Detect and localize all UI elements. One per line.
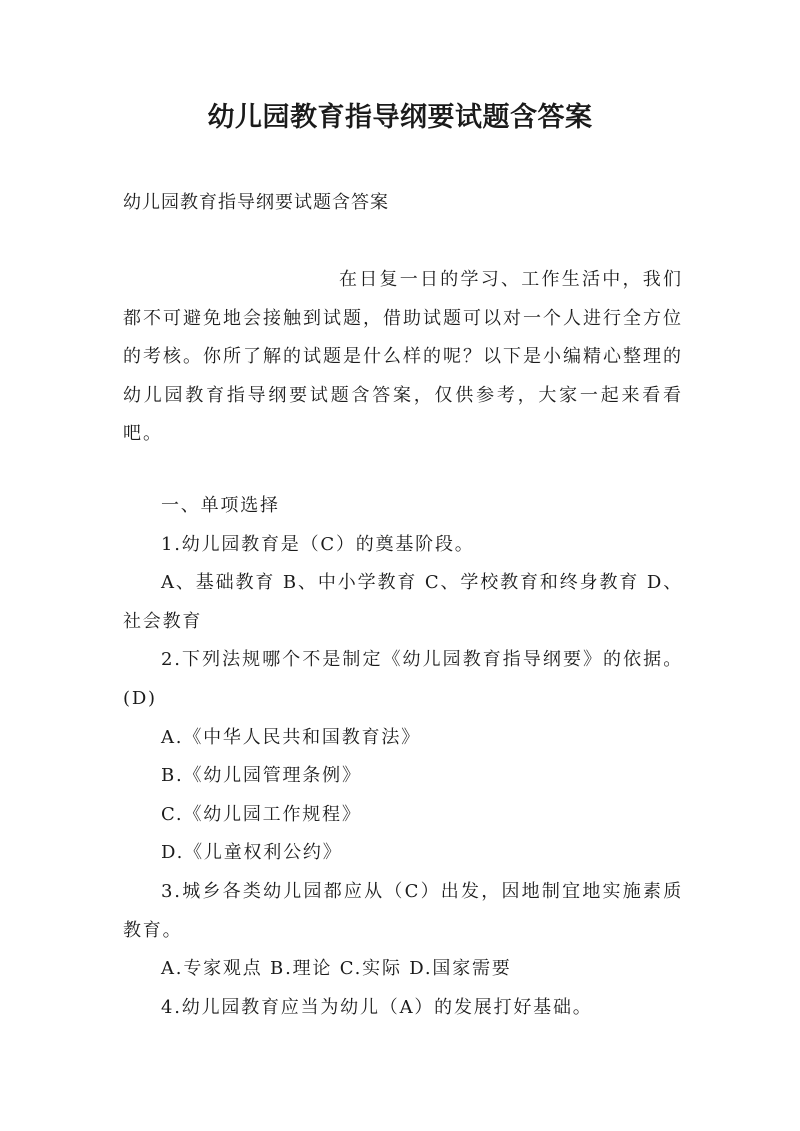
question-4: 4.幼儿园教育应当为幼儿（A）的发展打好基础。 xyxy=(161,996,593,1018)
question-2-option-a: A.《中华人民共和国教育法》 xyxy=(161,726,421,748)
question-2-option-d: D.《儿童权利公约》 xyxy=(161,842,343,864)
question-1-options: A、基础教育 B、中小学教育 C、学校教育和终身教育 D、社会教育 xyxy=(123,572,683,632)
question-2-option-b: B.《幼儿园管理条例》 xyxy=(161,765,362,787)
document-subtitle: 幼儿园教育指导纲要试题含答案 xyxy=(123,192,389,213)
intro-paragraph: 在日复一日的学习、工作生活中，我们都不可避免地会接触到试题，借助试题可以对一个人进行全方位的考核。你所了解的试题是什么样的呢？以下是小编精心整理的幼儿园教育指导纲要试题含答案，仅供参考，大家一起来看看吧。 xyxy=(123,269,683,445)
document-title: 幼儿园教育指导纲要试题含答案 xyxy=(207,102,593,133)
question-1: 1.幼儿园教育是（C）的奠基阶段。 xyxy=(161,533,475,555)
question-2: 2.下列法规哪个不是制定《幼儿园教育指导纲要》的依据。(D) xyxy=(123,649,683,709)
question-3-options: A.专家观点 B.理论 C.实际 D.国家需要 xyxy=(161,958,512,980)
question-2-option-c: C.《幼儿园工作规程》 xyxy=(161,803,362,825)
document-body xyxy=(123,487,683,1027)
question-3: 3.城乡各类幼儿园都应从（C）出发，因地制宜地实施素质教育。 xyxy=(123,880,683,941)
section-heading: 一、单项选择 xyxy=(161,495,280,516)
